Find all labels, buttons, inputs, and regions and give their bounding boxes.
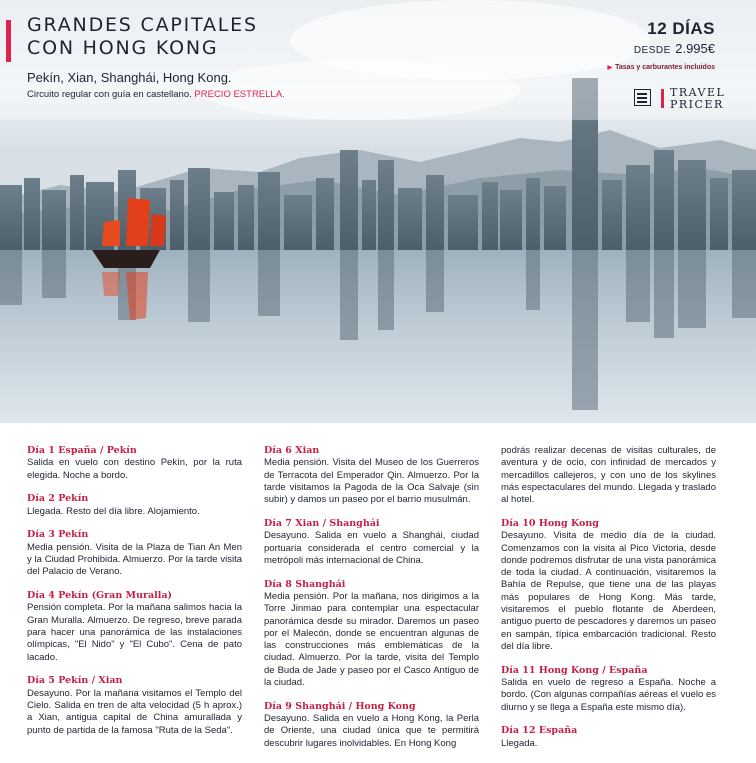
tagline-highlight: PRECIO ESTRELLA.	[194, 89, 285, 100]
calculator-icon	[634, 89, 651, 106]
day-description: Media pensión. Visita de la Plaza de Tian An Men y la Ciudad Prohibida. Almuerzo. Por la tarde visita del Palacio de Verano.	[27, 541, 242, 578]
day-title: Día 10 Hong Kong	[501, 517, 599, 529]
day-description: Desayuno. Salida en vuelo a Shanghái, ciudad portuaria considerada el centro comercial y la metrópoli más internacional de China.	[264, 530, 479, 566]
day-title: Día 4 Pekín (Gran Muralla)	[27, 590, 173, 602]
day-title: Día 9 Shanghái / Hong Kong	[264, 700, 416, 712]
day-title: Día 12 España	[501, 725, 578, 737]
travel-pricer-logo	[670, 87, 725, 111]
day-title: Día 11 Hong Kong / España	[501, 664, 648, 676]
taxes-note	[608, 64, 715, 71]
day-description: Pensión completa. Por la mañana salimos hacia la Gran Muralla. Almuerzo. De regreso, breve parada para hacer una panorámica de las instalaciones olímpicas, "El Nido" y "El Cubo". Cena de pato lacado.	[27, 602, 242, 663]
day-9-continuation: podrás realizar decenas de visitas culturales, de aventura y de ocio, con infinidad de mercados y mercadillos callejeros, y con uno de los skylines más espectaculares del mundo. Llegada y traslado al hotel.	[501, 445, 716, 506]
day-description: Media pensión. Por la mañana, nos dirigimos a la Torre Jinmao para contemplar una espectacular panorámica desde su mirador. Daremos un paseo por el Malecón, donde se encuentran algunas de las construcciones más emblemáticas de la ciudad. Almuerzo. Por la tarde, visita del Templo de Buda de Jade y paseo por el Casco Antiguo de la ciudad.	[264, 590, 479, 689]
day-description: Llegada. Resto del día libre. Alojamiento.	[27, 505, 200, 517]
day-title: Día 8 Shanghái	[264, 578, 346, 590]
itinerary-day	[264, 518, 479, 567]
title-accent-bar	[6, 20, 11, 62]
price-line	[634, 40, 715, 58]
day-title: Día 5 Pekín / Xian	[27, 675, 123, 687]
day-title: Día 1 España / Pekín	[27, 445, 137, 456]
day-description: Salida en vuelo de regreso a España. Noche a bordo. (Con algunas compañías aéreas el vuelo es diurno y se llega a España este mismo día).	[501, 677, 716, 713]
itinerary-day	[264, 445, 479, 506]
price-from-label: DESDE	[633, 45, 671, 56]
day-title: Día 3 Pekín	[27, 529, 89, 541]
destinations-subtitle: Pekín, Xian, Shanghái, Hong Kong.	[27, 70, 232, 85]
itinerary-day	[27, 493, 242, 518]
title-line-1: GRANDES CAPITALES	[27, 14, 258, 36]
itinerary-column-1	[27, 445, 242, 748]
tagline-text: Circuito regular con guía en castellano.	[27, 89, 192, 100]
day-description: Desayuno. Visita de medio día de la ciudad. Comenzamos con la visita al Pico Victoria, desde donde podremos disfrutar de una vista panorámica de toda la ciudad. A continuación, visitaremos la Bahía de Repulse, que tiene una de las playas más populares de Hong Kong. Más tarde, visitaremos el pueblo flotante de Aberdeen, antiguo puerto de pescadores y daremos un paseo en sampán, típica embarcación tradicional. Resto del día libre.	[501, 530, 716, 652]
day-description: Salida en vuelo con destino Pekín, por la ruta elegida. Noche a bordo.	[27, 457, 242, 481]
itinerary-day	[501, 725, 716, 750]
itinerary-day	[264, 701, 479, 750]
page-title	[27, 14, 258, 60]
itinerary-day	[264, 579, 479, 690]
itinerary-day	[27, 675, 242, 736]
tour-tagline	[27, 89, 285, 100]
itinerary-day	[27, 445, 242, 482]
day-title: Día 6 Xian	[264, 445, 320, 456]
day-description: Media pensión. Visita del Museo de los Guerreros de Terracota del Emperador Qin. Almuerzo. Por la tarde visitamos la Pagoda de la Oca Salvaje (sin subir) y damos un paseo por el barrio musulmán.	[264, 457, 479, 506]
day-description: Desayuno. Salida en vuelo a Hong Kong, la Perla de Oriente, una ciudad única que te permitirá descubrir lugares inolvidables. En Hong Kong	[264, 713, 479, 749]
itinerary-column-2	[264, 445, 479, 762]
itinerary-day	[27, 529, 242, 578]
triangle-right-icon: ▶	[607, 65, 613, 71]
day-description: Llegada.	[501, 737, 538, 749]
itinerary-day	[501, 518, 716, 653]
brand-line-1: TRAVEL	[670, 86, 726, 99]
price-amount: 2.995€	[675, 41, 715, 56]
itinerary-day	[27, 590, 242, 664]
taxes-note-text: Tasas y carburantes incluidos	[615, 64, 715, 71]
title-line-2: CON HONG KONG	[27, 37, 219, 59]
trip-duration: 12 DÍAS	[647, 19, 715, 38]
day-title: Día 2 Pekín	[27, 493, 89, 505]
day-description: Desayuno. Por la mañana visitamos el Templo del Cielo. Salida en tren de alta velocidad (5 h aprox.) a Xian, antigua capital de China amurallada y punto de partida de la famosa "Ruta de la Seda".	[27, 687, 242, 736]
itinerary-column-3	[501, 445, 716, 762]
brand-line-2: PRICER	[670, 98, 724, 111]
brand-accent-bar	[661, 89, 664, 108]
itinerary-day	[501, 665, 716, 714]
day-title: Día 7 Xian / Shanghái	[264, 517, 380, 529]
